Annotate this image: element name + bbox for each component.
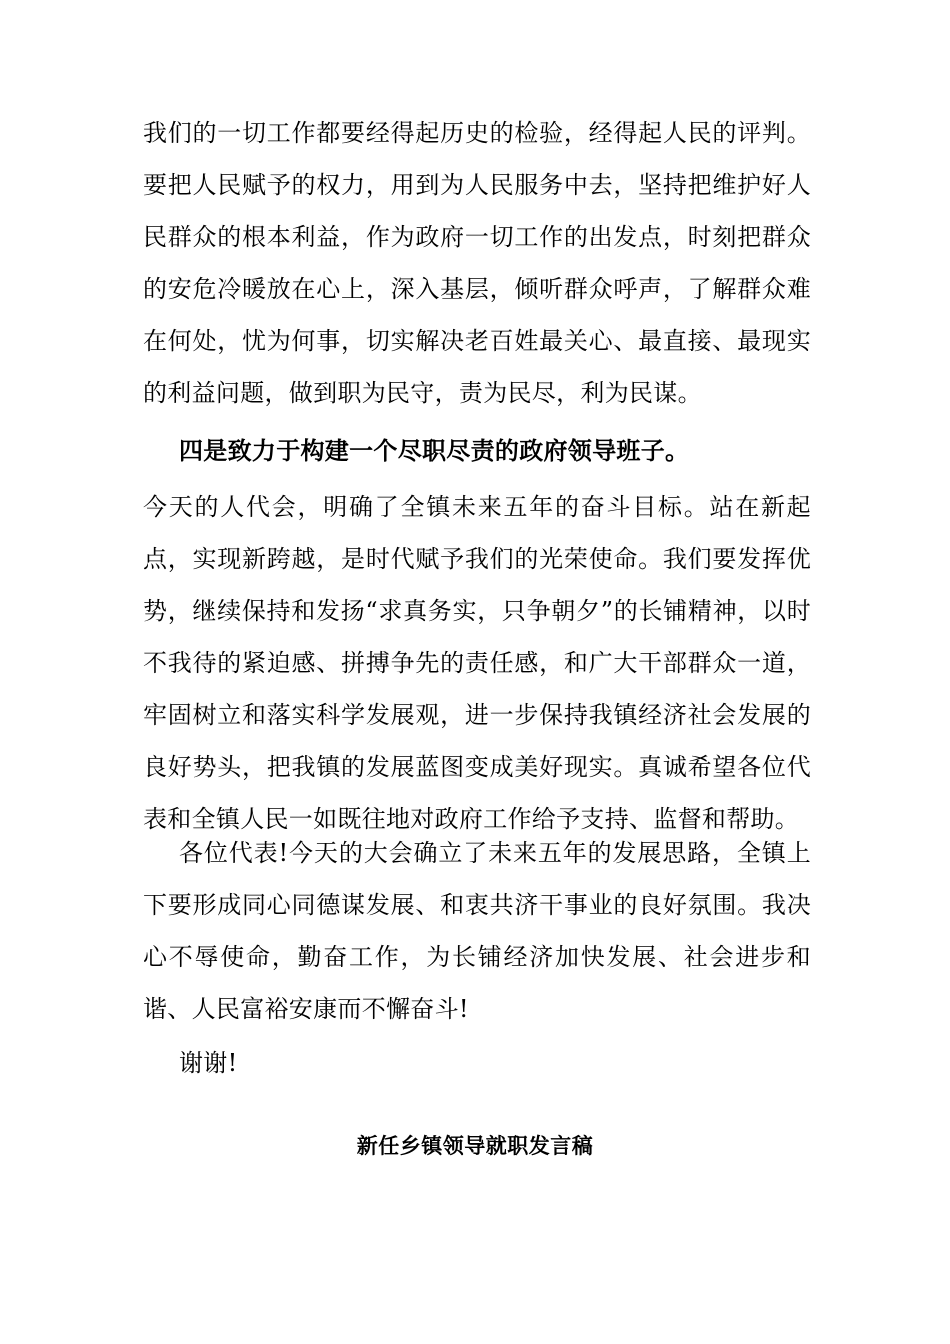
- paragraph-closing: 各位代表!今天的大会确立了未来五年的发展思路，全镇上下要形成同心同德谋发展、和衷共济干事业的良好氛围。我决心不辱使命，勤奋工作，为长铺经济加快发展、社会进步和谐、人民富裕安康而不懈奋斗!: [143, 839, 811, 1023]
- paragraph-goals: 今天的人代会，明确了全镇未来五年的奋斗目标。站在新起点，实现新跨越，是时代赋予我们的光荣使命。我们要发挥优势，继续保持和发扬“求真务实，只争朝夕”的长铺精神，以时不我待的紧迫感、拼搏争先的责任感，和广大干部群众一道，牢固树立和落实科学发展观，进一步保持我镇经济社会发展的良好势头，把我镇的发展蓝图变成美好现实。真诚希望各位代表和全镇人民一如既往地对政府工作给予支持、监督和帮助。: [143, 493, 811, 833]
- section-heading-four: 四是致力于构建一个尽职尽责的政府领导班子。: [179, 436, 690, 465]
- paragraph-thanks: 谢谢!: [179, 1049, 238, 1077]
- paragraph-accountability: 我们的一切工作都要经得起历史的检验，经得起人民的评判。要把人民赋予的权力，用到为人民服务中去，坚持把维护好人民群众的根本利益，作为政府一切工作的出发点，时刻把群众的安危冷暖放在心上，深入基层，倾听群众呼声，了解群众难在何处，忧为何事，切实解决老百姓最关心、最直接、最现实的利益问题，做到职为民守，责为民尽，利为民谋。: [143, 119, 811, 407]
- next-document-title: 新任乡镇领导就职发言稿: [356, 1133, 594, 1158]
